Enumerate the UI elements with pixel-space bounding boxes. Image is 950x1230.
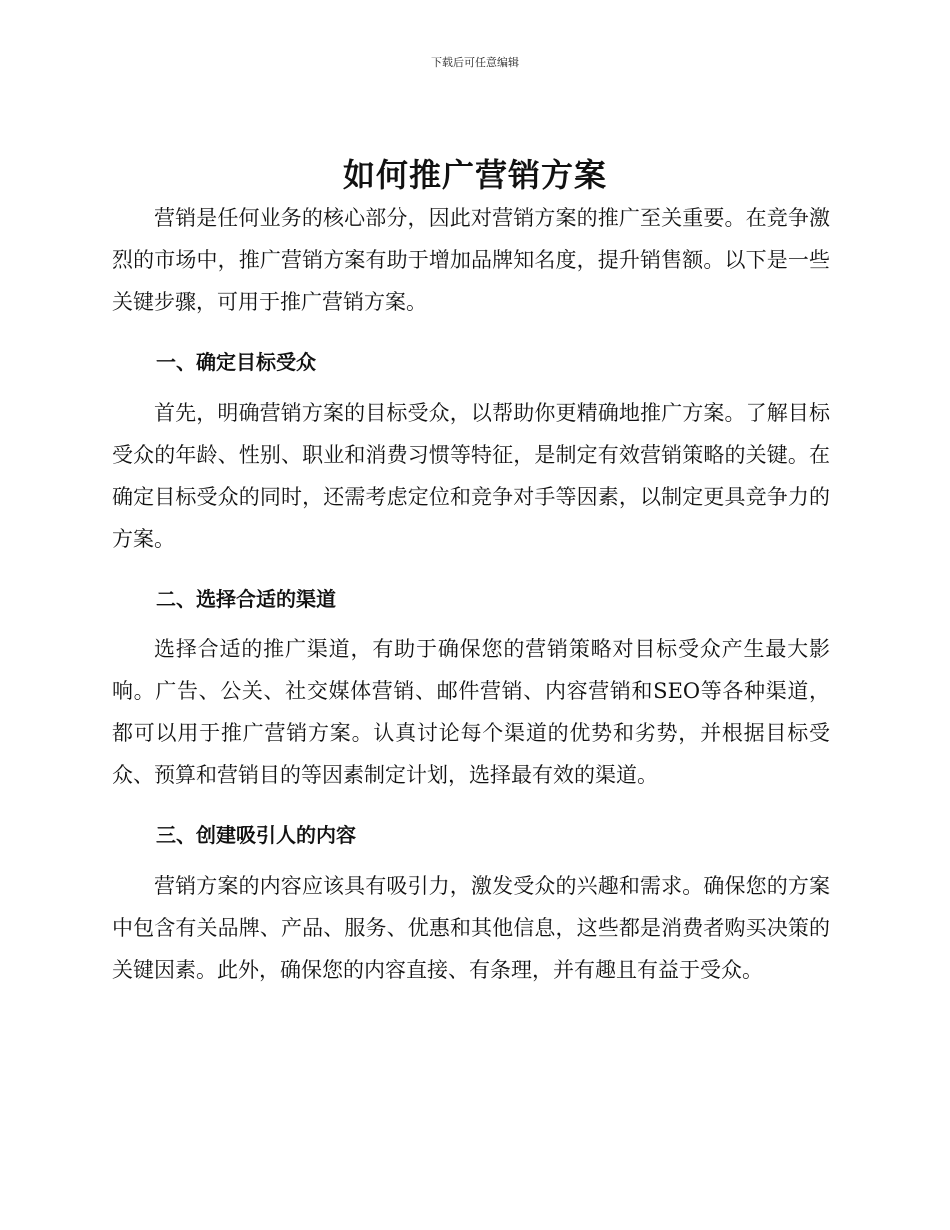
- section-heading-1: 一、确定目标受众: [156, 350, 316, 374]
- section-body-1: 首先，明确营销方案的目标受众，以帮助你更精确地推广方案。了解目标受众的年龄、性别、职业和消费习惯等特征，是制定有效营销策略的关键。在确定目标受众的同时，还需考虑定位和竞争对手等因素，以制定更具竞争力的方案。: [112, 401, 830, 551]
- section-heading-2: 二、选择合适的渠道: [156, 587, 336, 611]
- section-heading-3: 三、创建吸引人的内容: [156, 823, 356, 847]
- section-body-2: 选择合适的推广渠道，有助于确保您的营销策略对目标受众产生最大影响。广告、公关、社交媒体营销、邮件营销、内容营销和SEO等各种渠道，都可以用于推广营销方案。认真讨论每个渠道的优势和劣势，并根据目标受众、预算和营销目的等因素制定计划，选择最有效的渠道。: [112, 637, 830, 787]
- section-body-3: 营销方案的内容应该具有吸引力，激发受众的兴趣和需求。确保您的方案中包含有关品牌、产品、服务、优惠和其他信息，这些都是消费者购买决策的关键因素。此外，确保您的内容直接、有条理，并有趣且有益于受众。: [112, 874, 830, 982]
- intro-paragraph: 营销是任何业务的核心部分，因此对营销方案的推广至关重要。在竞争激烈的市场中，推广营销方案有助于增加品牌知名度，提升销售额。以下是一些关键步骤，可用于推广营销方案。: [112, 206, 830, 314]
- document-title: 如何推广营销方案: [342, 156, 607, 194]
- header-note: 下载后可任意编辑: [431, 56, 519, 69]
